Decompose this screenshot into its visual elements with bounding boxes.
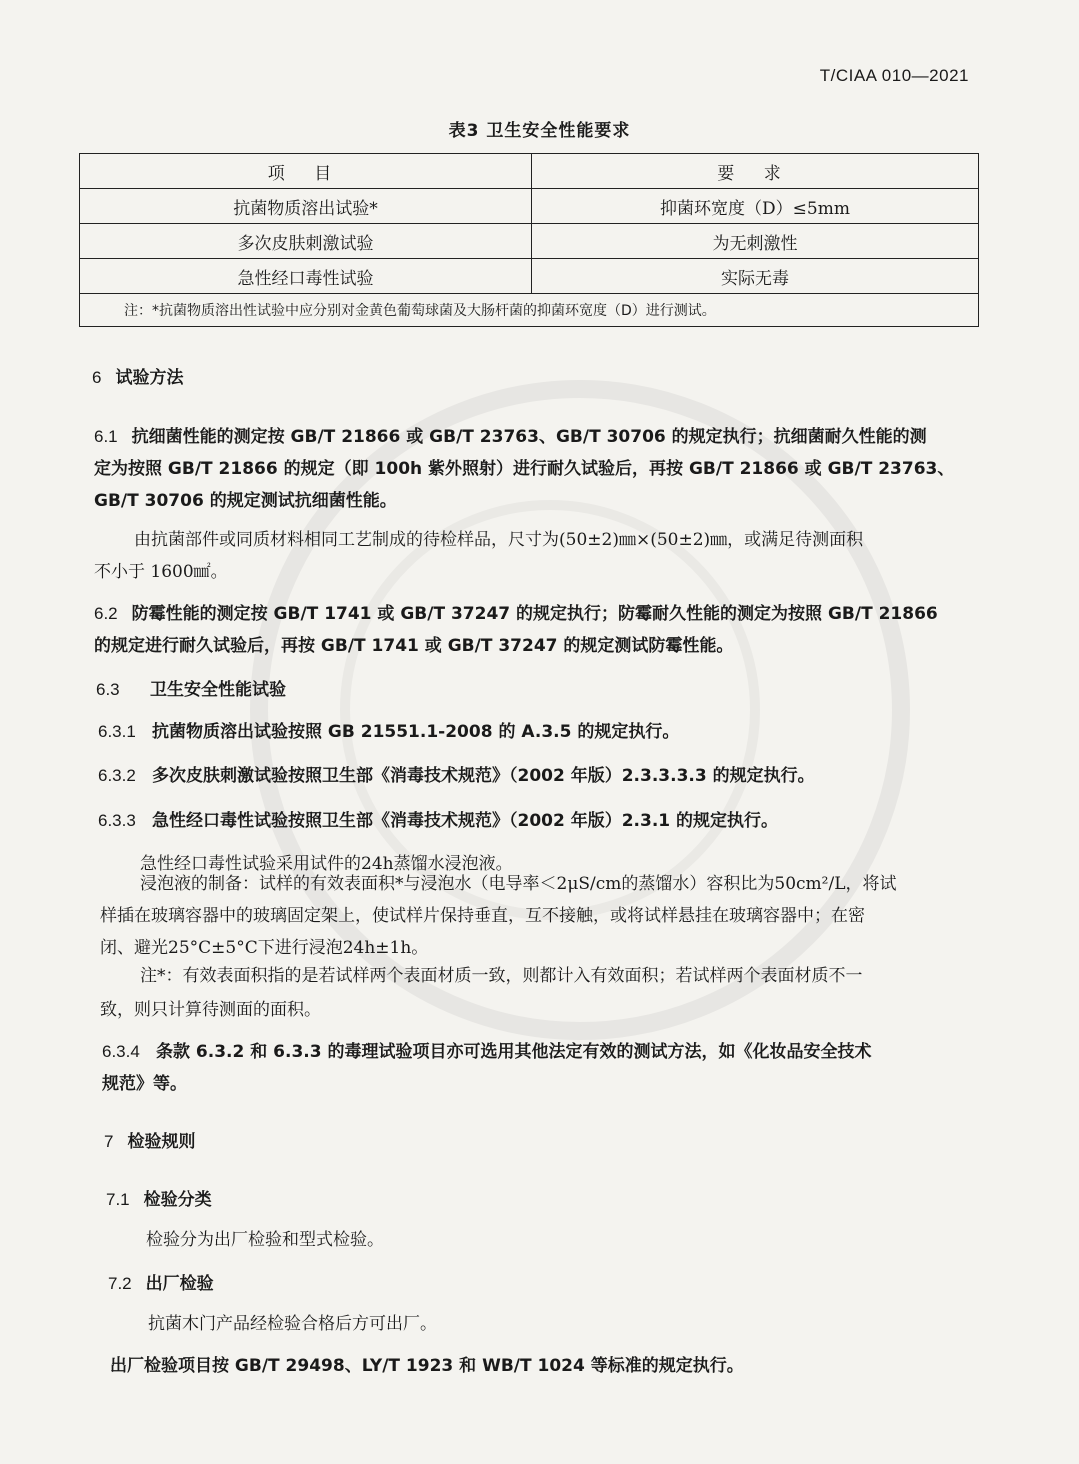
- section-6-3-4-line-2: 规范》等。: [102, 1074, 187, 1094]
- sample-paragraph-line-1: 由抗菌部件或同质材料相同工艺制成的待检样品，尺寸为(50±2)㎜×(50±2)㎜，或满足待测面积: [134, 530, 864, 550]
- document-code: T/CIAA 010—2021: [819, 66, 969, 85]
- surface-note-line-1: 注*：有效表面积指的是若试样两个表面材质一致，则都计入有效面积；若试样两个表面材质不一: [140, 966, 863, 986]
- section-6-2-line-1: 6.2 防霉性能的测定按 GB/T 1741 或 GB/T 37247 的规定执行；防霉耐久性能的测定为按照 GB/T 21866: [94, 604, 938, 624]
- table-note: 注：*抗菌物质溶出性试验中应分别对金黄色葡萄球菌及大肠杆菌的抑菌环宽度（D）进行测试。: [80, 294, 979, 327]
- section-7-2-heading: 7.2 出厂检验: [108, 1274, 214, 1294]
- table-header-item: 项 目: [80, 154, 532, 189]
- table-cell-requirement: 为无刺激性: [532, 224, 979, 259]
- section-6-heading: 6 试验方法: [92, 368, 184, 388]
- section-6-3-1: 6.3.1 抗菌物质溶出试验按照 GB 21551.1-2008 的 A.3.5 的规定执行。: [98, 722, 680, 742]
- section-6-3-heading: 6.3 卫生安全性能试验: [96, 680, 286, 700]
- oral-toxicity-paragraph: 急性经口毒性试验采用试件的24h蒸馏水浸泡液。: [140, 854, 513, 874]
- sample-paragraph-line-2: 不小于 1600㎟。: [94, 562, 228, 582]
- section-6-1-line-2: 定为按照 GB/T 21866 的规定（即 100h 紫外照射）进行耐久试验后，再按 GB/T 21866 或 GB/T 23763、: [94, 459, 955, 479]
- surface-note-line-2: 致，则只计算待测面的面积。: [100, 1000, 321, 1020]
- table-header-row: [80, 154, 979, 189]
- hygiene-safety-table: [79, 153, 979, 327]
- soaking-prep-line-1: 浸泡液的制备：试样的有效表面积*与浸泡水（电导率＜2μS/cm的蒸馏水）容积比为50cm²/L，将试: [140, 874, 897, 894]
- soaking-prep-line-3: 闭、避光25°C±5°C下进行浸泡24h±1h。: [100, 938, 429, 958]
- table-row: [80, 189, 979, 224]
- table-row: [80, 259, 979, 294]
- factory-inspection-items: 出厂检验项目按 GB/T 29498、LY/T 1923 和 WB/T 1024 等标准的规定执行。: [110, 1356, 744, 1376]
- section-6-3-3: 6.3.3 急性经口毒性试验按照卫生部《消毒技术规范》（2002 年版）2.3.1 的规定执行。: [98, 811, 779, 831]
- section-6-2-line-2: 的规定进行耐久试验后，再按 GB/T 1741 或 GB/T 37247 的规定测试防霉性能。: [94, 636, 734, 656]
- section-6-1-line-1: 6.1 抗细菌性能的测定按 GB/T 21866 或 GB/T 23763、GB/T 30706 的规定执行；抗细菌耐久性能的测: [94, 427, 927, 447]
- soaking-prep-line-2: 样插在玻璃容器中的玻璃固定架上，使试样片保持垂直，互不接触，或将试样悬挂在玻璃容器中；在密: [100, 906, 865, 926]
- table-caption: 表3 卫生安全性能要求: [448, 121, 631, 141]
- table-cell-item: 抗菌物质溶出试验*: [80, 189, 532, 224]
- section-7-1-heading: 7.1 检验分类: [106, 1190, 212, 1210]
- table-note-row: [80, 294, 979, 327]
- table-cell-item: 急性经口毒性试验: [80, 259, 532, 294]
- table-cell-requirement: 抑菌环宽度（D）≤5mm: [532, 189, 979, 224]
- factory-inspection-text: 抗菌木门产品经检验合格后方可出厂。: [148, 1314, 437, 1334]
- section-7-heading: 7 检验规则: [104, 1132, 196, 1152]
- table-row: [80, 224, 979, 259]
- table-cell-item: 多次皮肤刺激试验: [80, 224, 532, 259]
- inspection-classification-text: 检验分为出厂检验和型式检验。: [146, 1230, 384, 1250]
- table-header-requirement: 要 求: [532, 154, 979, 189]
- section-6-3-2: 6.3.2 多次皮肤刺激试验按照卫生部《消毒技术规范》（2002 年版）2.3.3.3.3 的规定执行。: [98, 766, 815, 786]
- section-6-1-line-3: GB/T 30706 的规定测试抗细菌性能。: [94, 491, 397, 511]
- section-6-3-4-line-1: 6.3.4 条款 6.3.2 和 6.3.3 的毒理试验项目亦可选用其他法定有效的测试方法，如《化妆品安全技术: [102, 1042, 872, 1062]
- table-cell-requirement: 实际无毒: [532, 259, 979, 294]
